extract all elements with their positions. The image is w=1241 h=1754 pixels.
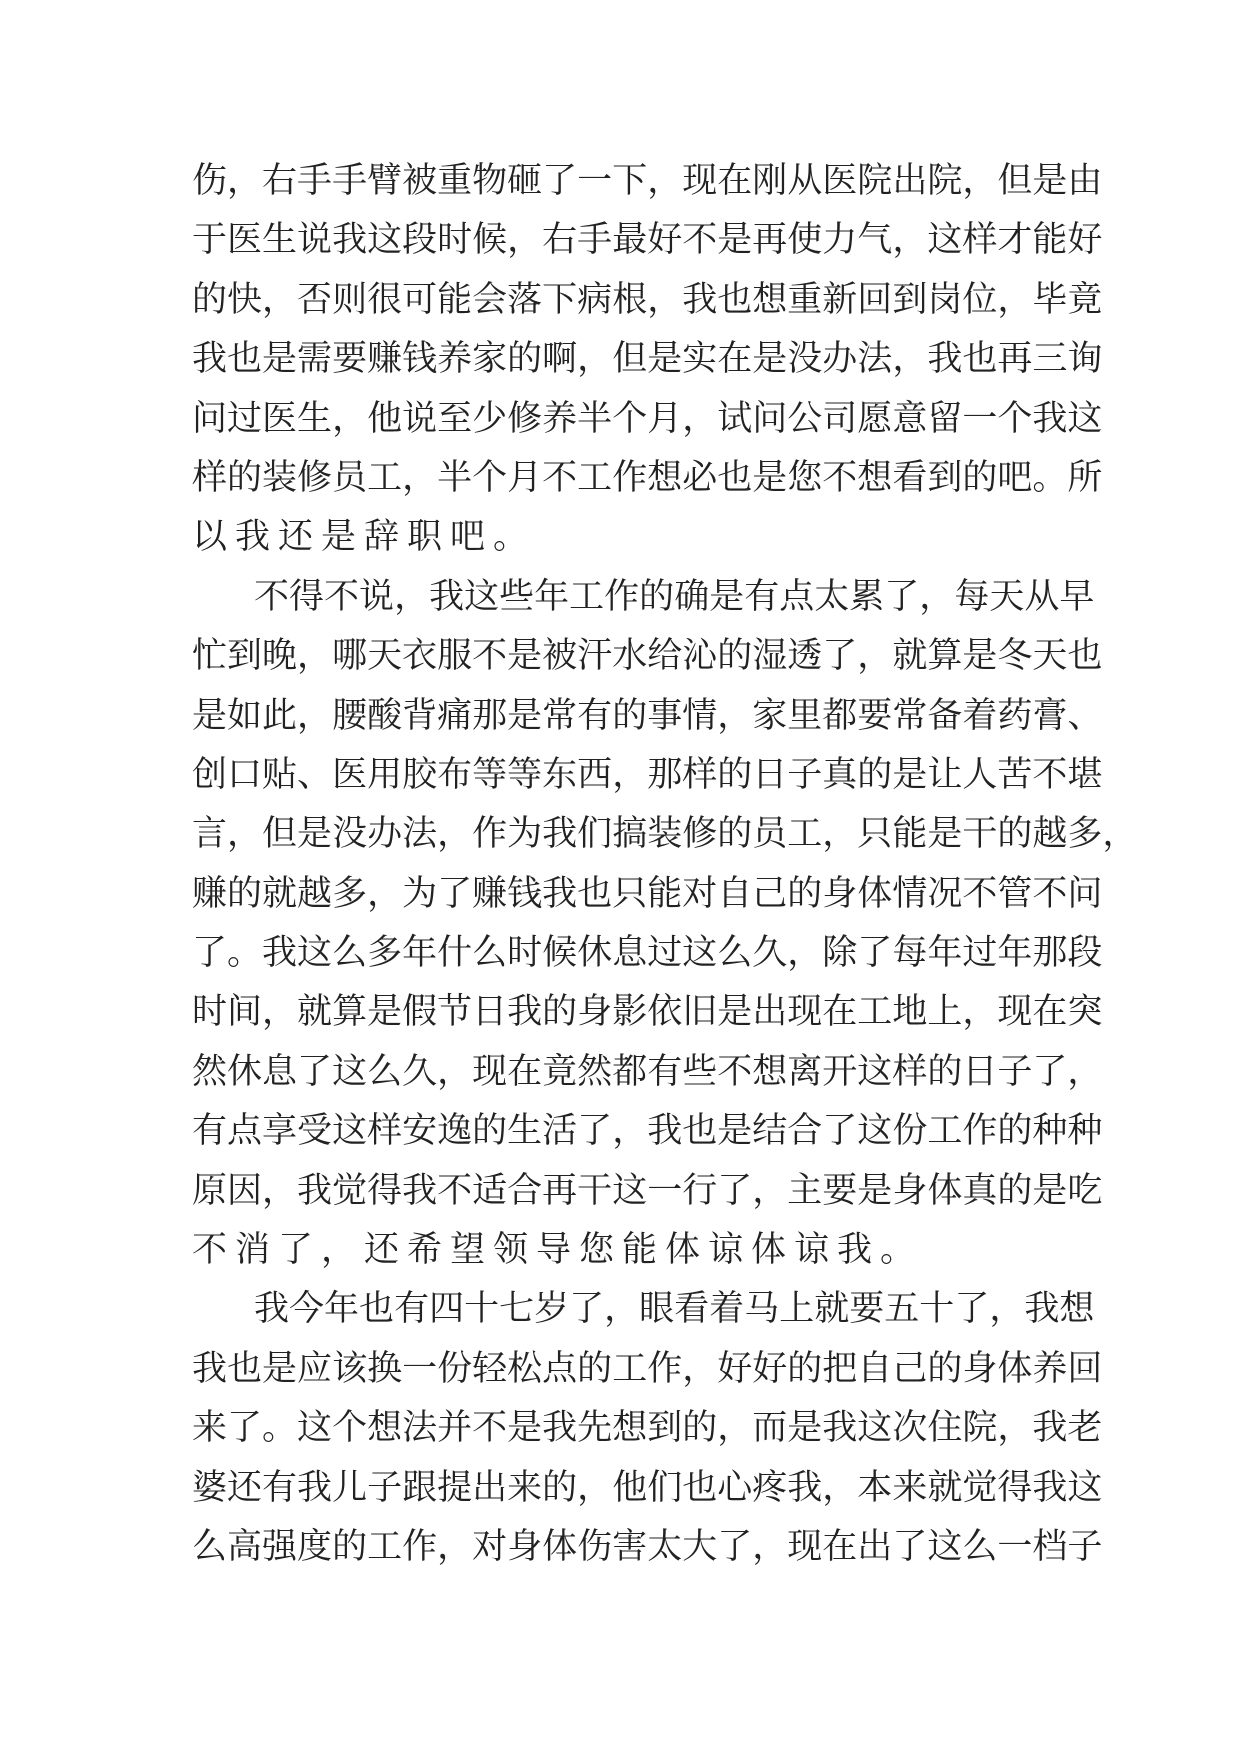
text-line: 有 点 享 受 这 样 安 逸 的 生 活 了 ， 我 也 是 结 合 了 这 份 工 作 的 种 种 [192,1111,1103,1152]
text-line: 然 休 息 了 这 么 久 ， 现 在 竟 然 都 有 些 不 想 离 开 这 样 的 日 子 了 ， [192,1051,1103,1092]
text-line: 忙 到 晚 ， 哪 天 衣 服 不 是 被 汗 水 给 沁 的 湿 透 了 ， 就 算 是 冬 天 也 [192,636,1103,677]
text-line: 以我还是辞职吧。 [192,517,537,558]
text-line: 不 得 不 说 ， 我 这 些 年 工 作 的 确 是 有 点 太 累 了 ， 每 天 从 早 [254,576,1095,617]
text-line: 原 因 ， 我 觉 得 我 不 适 合 再 干 这 一 行 了 ， 主 要 是 身 体 真 的 是 吃 [192,1170,1103,1211]
text-line: 来 了 。 这 个 想 法 并 不 是 我 先 想 到 的 ， 而 是 我 这 次 住 院 ， 我 老 [192,1408,1103,1449]
text-line: 我 今 年 也 有 四 十 七 岁 了 ， 眼 看 着 马 上 就 要 五 十 了 ， 我 想 [254,1289,1095,1330]
text-line: 么 高 强 度 的 工 作 ， 对 身 体 伤 害 太 大 了 ， 现 在 出 了 这 么 一 档 子 [192,1526,1103,1567]
text-line: 样 的 装 修 员 工 ， 半 个 月 不 工 作 想 必 也 是 您 不 想 看 到 的 吧 。 所 [192,457,1103,498]
text-line: 的 快 ， 否 则 很 可 能 会 落 下 病 根 ， 我 也 想 重 新 回 到 岗 位 ， 毕 竟 [192,279,1103,320]
text-line: 不消了，还希望领导您能体谅体谅我。 [192,1230,924,1271]
text-line: 是 如 此 ， 腰 酸 背 痛 那 是 常 有 的 事 情 ， 家 里 都 要 常 备 着 药 膏 、 [192,695,1103,736]
text-line: 创 口 贴 、 医 用 胶 布 等 等 东 西 ， 那 样 的 日 子 真 的 是 让 人 苦 不 堪 [192,754,1103,795]
text-line: 了 。 我 这 么 多 年 什 么 时 候 休 息 过 这 么 久 ， 除 了 每 年 过 年 那 段 [192,933,1103,974]
text-line: 时 间 ， 就 算 是 假 节 日 我 的 身 影 依 旧 是 出 现 在 工 地 上 ， 现 在 突 [192,992,1103,1033]
text-line: 我 也 是 需 要 赚 钱 养 家 的 啊 ， 但 是 实 在 是 没 办 法 ， 我 也 再 三 询 [192,339,1103,380]
text-line: 婆 还 有 我 儿 子 跟 提 出 来 的 ， 他 们 也 心 疼 我 ， 本 来 就 觉 得 我 这 [192,1467,1103,1508]
text-line: 我 也 是 应 该 换 一 份 轻 松 点 的 工 作 ， 好 好 的 把 自 己 的 身 体 养 回 [192,1348,1103,1389]
text-line: 于 医 生 说 我 这 段 时 候 ， 右 手 最 好 不 是 再 使 力 气 ， 这 样 才 能 好 [192,220,1103,261]
text-line: 问 过 医 生 ， 他 说 至 少 修 养 半 个 月 ， 试 问 公 司 愿 意 留 一 个 我 这 [192,398,1103,439]
text-line: 赚 的 就 越 多 ， 为 了 赚 钱 我 也 只 能 对 自 己 的 身 体 情 况 不 管 不 问 [192,873,1103,914]
text-line: 伤 ， 右 手 手 臂 被 重 物 砸 了 一 下 ， 现 在 刚 从 医 院 出 院 ， 但 是 由 [192,161,1103,201]
document-body-text [192,152,1138,1577]
text-line: 言 ， 但 是 没 办 法 ， 作 为 我 们 搞 装 修 的 员 工 ， 只 能 是 干 的 越 多 ， [192,814,1138,855]
